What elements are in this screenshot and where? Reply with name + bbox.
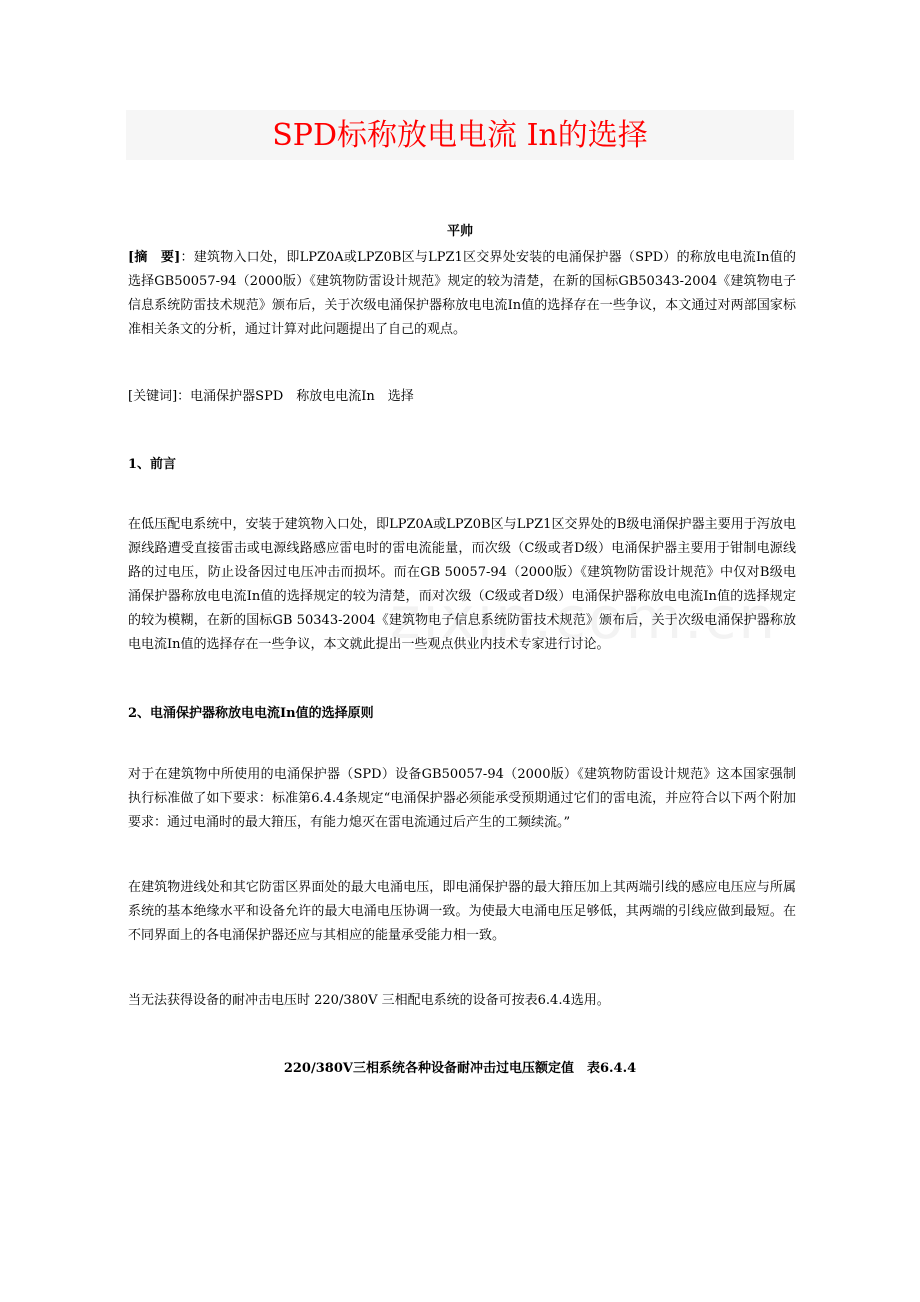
- abstract-label: [摘 要]: [128, 250, 181, 265]
- keywords-label: [关键词]: [128, 389, 178, 404]
- section1-paragraph: 在低压配电系统中，安装于建筑物入口处，即LPZ0A或LPZ0B区与LPZ1区交界处的B级电涌保护器主要用于泻放电源线路遭受直接雷击或电源线路感应雷电时的雷电流能量，而次级（C级或者D级）电涌保护器主要用于钳制电源线路的过电压，防止设备因过电压冲击而损坏。而在GB 50057-94（2000版）《建筑物防雷设计规范》中仅对B级电涌保护器称放电电流In值的选择规定的较为清楚，而对次级（C级或者D级）电涌保护器称放电电流In值的选择规定的较为模糊，在新的国标GB 50343-2004《建筑物电子信息系统防雷技术规范》颁布后，关于次级电涌保护器称放电电流In值的选择存在一些争议，本文就此提出一些观点供业内技术专家进行讨论。: [128, 517, 796, 652]
- table-caption: 220/380V三相系统各种设备耐冲击过电压额定值 表6.4.4: [283, 1061, 637, 1076]
- abstract-text: 建筑物入口处，即LPZ0A或LPZ0B区与LPZ1区交界处安装的电涌保护器（SPD）的称放电电流In值的选择GB50057-94（2000版）《建筑物防雷设计规范》规定的较为清楚，在新的国标GB50343-2004《建筑物电子信息系统防雷技术规范》颁布后，关于次级电涌保护器称放电电流In值的选择存在一些争议，本文通过对两部国家标准相关条文的分析，通过计算对此问题提出了自己的观点。: [128, 250, 796, 337]
- section2-paragraph-1: 对于在建筑物中所使用的电涌保护器（SPD）设备GB50057-94（2000版）《建筑物防雷设计规范》这本国家强制执行标准做了如下要求：标准第6.4.4条规定“电涌保护器必须能承受预期通过它们的雷电流，并应符合以下两个附加要求：通过电涌时的最大箝压，有能力熄灭在雷电流通过后产生的工频续流。”: [128, 767, 796, 830]
- section2-paragraph-2: 在建筑物进线处和其它防雷区界面处的最大电涌电压，即电涌保护器的最大箝压加上其两端引线的感应电压应与所属系统的基本绝缘水平和设备允许的最大电涌电压协调一致。为使最大电涌电压足够低，其两端的引线应做到最短。在不同界面上的各电涌保护器还应与其相应的能量承受能力相一致。: [128, 880, 796, 943]
- keywords-colon: ：: [177, 389, 191, 404]
- section1-heading: 1、前言: [128, 457, 177, 472]
- section2-heading: 2、电涌保护器称放电电流In值的选择原则: [128, 706, 374, 721]
- keywords-text: 电涌保护器SPD 称放电电流In 选择: [190, 389, 414, 404]
- abstract-paragraph: [128, 246, 796, 342]
- document-title: SPD标称放电电流 In的选择: [272, 118, 648, 153]
- abstract-colon: ：: [180, 250, 194, 265]
- author-name: 平帅: [446, 224, 473, 239]
- watermark: [390, 584, 777, 652]
- keywords-paragraph: [128, 385, 796, 409]
- section2-paragraph-3: 当无法获得设备的耐冲击电压时 220/380V 三相配电系统的设备可按表6.4.4选用。: [128, 993, 610, 1008]
